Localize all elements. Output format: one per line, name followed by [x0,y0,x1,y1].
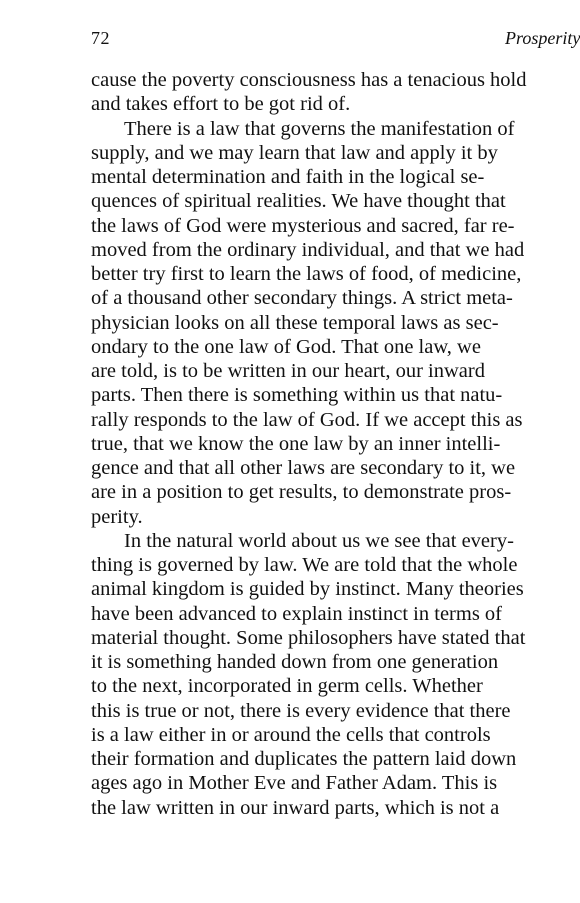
text-line: it is something handed down from one generation [91,651,499,673]
text-line: of a thousand other secondary things. A strict meta- [91,287,513,310]
text-line: material thought. Some philosophers have stated that [91,626,526,649]
text-line: perity. [91,505,143,528]
text-line: gence and that all other laws are secondary to it, we [91,457,516,479]
text-line: parts. Then there is something within us that natu- [91,384,503,407]
text-line: quences of spiritual realities. We have thought that [91,190,506,213]
text-line: have been advanced to explain instinct in terms of [91,602,503,625]
text-line: ondary to the one law of God. That one law, we [91,335,481,358]
page-header [91,28,580,52]
text-line: are told, is to be written in our heart, our inward [91,360,485,382]
text-line: better try first to learn the laws of food, of medicine, [91,263,522,285]
text-line: In the natural world about us we see that every- [124,529,514,552]
text-line: the law written in our inward parts, which is not a [91,796,500,819]
text-line: ages ago in Mother Eve and Father Adam. This is [91,772,498,795]
text-line: There is a law that governs the manifestation of [124,117,515,140]
page-number: 72 [91,28,110,48]
text-line: is a law either in or around the cells that controls [91,723,491,746]
text-line: to the next, incorporated in germ cells. Whether [91,675,483,698]
text-line: supply, and we may learn that law and apply it by [91,141,498,164]
text-line: cause the poverty consciousness has a tenacious hold [91,69,527,91]
text-line: their formation and duplicates the pattern laid down [91,748,517,770]
text-line: animal kingdom is guided by instinct. Many theories [91,578,524,601]
text-line: this is true or not, there is every evidence that there [91,699,511,722]
running-head: Prosperity [505,28,580,48]
body-text [91,68,580,820]
text-line: thing is governed by law. We are told that the whole [91,554,518,576]
text-line: moved from the ordinary individual, and that we had [91,238,525,261]
text-line: physician looks on all these temporal laws as sec- [91,311,499,334]
text-line: true, that we know the one law by an inner intelli- [91,432,501,455]
text-line: mental determination and faith in the logical se- [91,166,485,188]
text-line: and takes effort to be got rid of. [91,93,351,116]
text-line: rally responds to the law of God. If we accept this as [91,408,523,431]
text-line: are in a position to get results, to demonstrate pros- [91,481,512,504]
text-line: the laws of God were mysterious and sacred, far re- [91,214,515,237]
